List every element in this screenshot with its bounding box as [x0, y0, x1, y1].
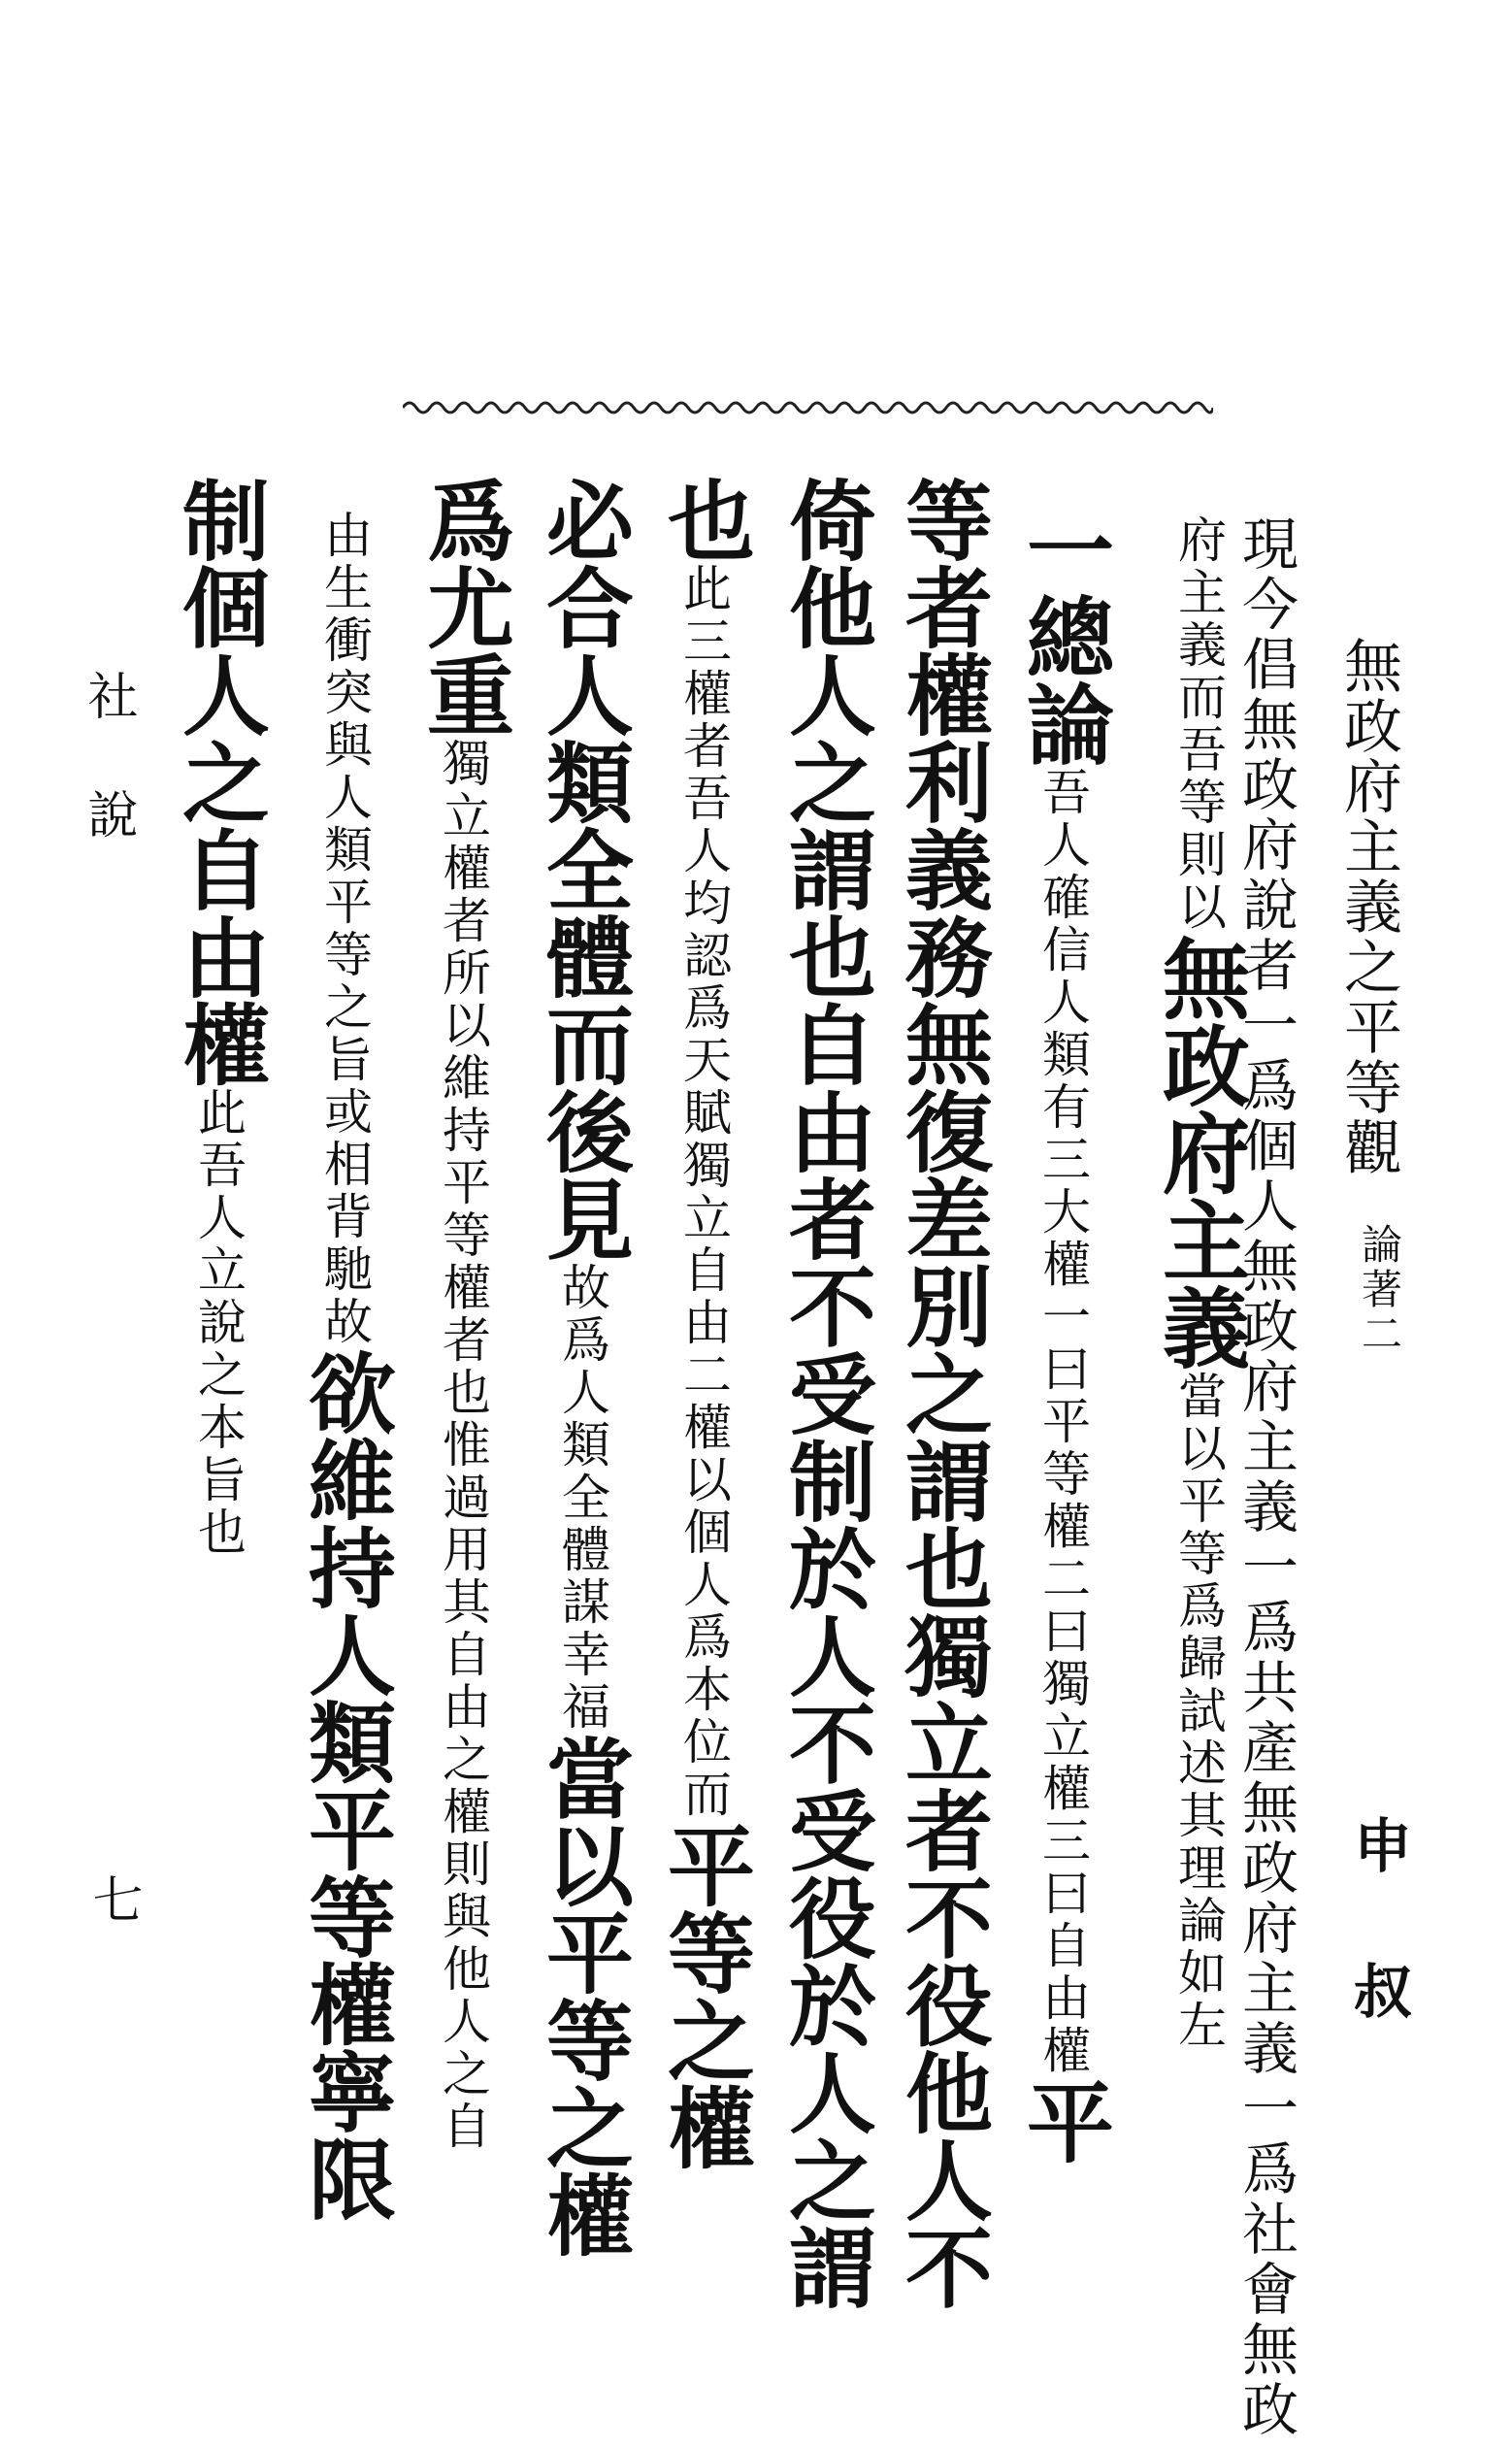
running-head: 社說 [79, 670, 137, 907]
page-number: 七 [83, 1873, 142, 1924]
emphasis-run: 無政府主義 [1147, 934, 1250, 1371]
emphasis-run: 倚他人之謂也自由者不受制於人不受役於人之謂 [773, 476, 876, 2310]
emphasis-run: 等者權利義務無復差別之謂也獨立者不役他人不 [890, 476, 993, 2310]
body-column-2 [1147, 514, 1250, 2052]
emphasis-run: 制個人之自由權 [167, 476, 270, 1087]
body-column-8 [411, 476, 514, 2153]
emphasis-run: 必合人類全體而後見 [531, 476, 634, 1262]
emphasis-run: 欲維持人類平等權寧限 [293, 1348, 396, 2222]
wavy-rule-divider [403, 393, 1213, 422]
text-run: 府主義而吾等則以 [1170, 514, 1227, 934]
emphasis-run: 平 [1011, 2077, 1114, 2165]
emphasis-run: 也 [652, 476, 755, 563]
body-column-6 [652, 476, 755, 2170]
text-run: 由生衝突與人類平等之旨或相背馳故 [316, 510, 373, 1348]
text-run: 獨立權者所以維持平等權者也惟過用其自由之權則與他人之自 [435, 738, 491, 2153]
body-column-10 [167, 476, 270, 1559]
body-column-4 [890, 476, 993, 2310]
body-column-1: 現今倡無政府說者一爲個人無政府主義一爲共產無政府主義一爲社會無政 [1233, 514, 1298, 2440]
emphasis-run: 爲尤重 [411, 476, 514, 738]
text-run: 當以平等爲歸試述其理論如左 [1170, 1371, 1227, 2052]
emphasis-run: 平等之權 [652, 1821, 755, 2170]
text-run: 此吾人立說之本旨也 [190, 1087, 247, 1559]
section-heading: 一總論 [1011, 505, 1114, 767]
text-run: 此三權者吾人均認爲天賦獨立自由二權以個人爲本位而 [675, 563, 732, 1821]
article-title: 無政府主義之平等觀 [1334, 636, 1402, 1177]
section-label: 論著二 [1356, 1223, 1403, 1357]
text-run: 吾人確信人類有三大權一曰平等權二曰獨立權三曰自由權 [1035, 767, 1091, 2077]
emphasis-run: 當以平等之權 [531, 1734, 634, 2258]
author-name: 申叔 [1344, 1815, 1412, 2106]
body-column-7 [531, 476, 634, 2258]
body-column-9 [293, 510, 396, 2222]
body-column-3 [1011, 505, 1114, 2165]
text-run: 故爲人類全體謀幸福 [554, 1262, 610, 1734]
body-column-5 [773, 476, 876, 2310]
